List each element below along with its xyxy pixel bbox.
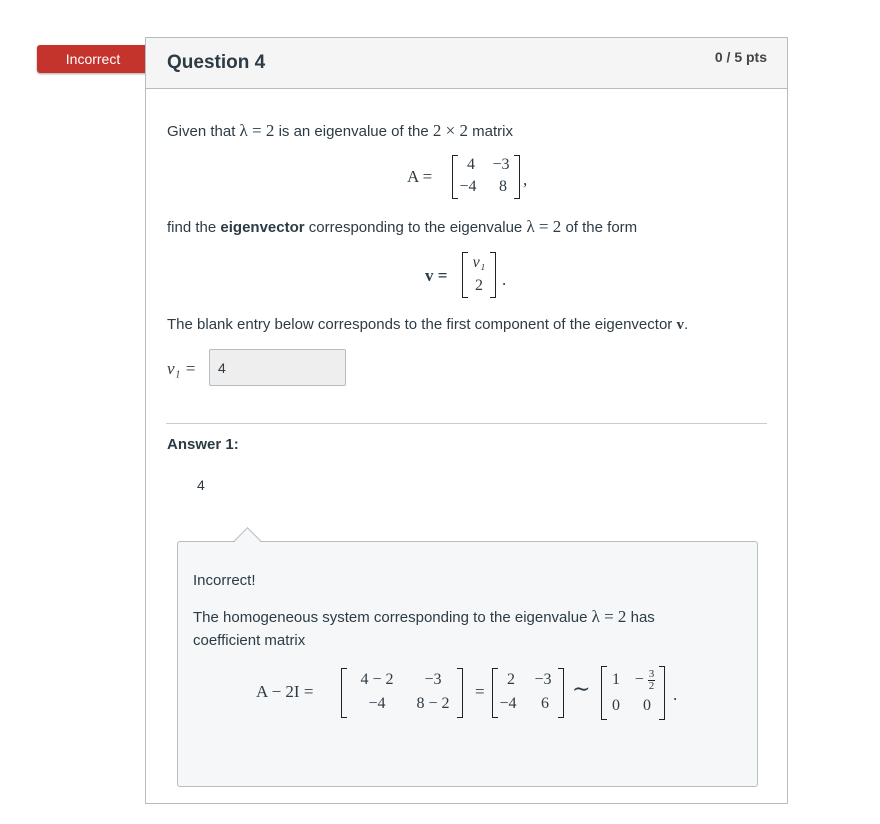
- feedback-matrix-3: [601, 666, 665, 720]
- matrix-a: [452, 155, 520, 199]
- matrix-a-cell: −4: [459, 178, 477, 195]
- feedback-period: .: [673, 685, 678, 704]
- question-header: [146, 38, 787, 89]
- vector-v-cell: 2: [475, 277, 483, 294]
- feedback-equals: =: [475, 682, 485, 701]
- matrix-a-cell: 4: [467, 156, 475, 173]
- feedback-lhs: A − 2I =: [256, 682, 314, 701]
- question-intro: Given that λ = 2 is an eigenvalue of the 2 × 2 matrix: [167, 121, 513, 140]
- matrix-cell: −4: [499, 695, 517, 712]
- matrix-cell: −3: [424, 671, 442, 688]
- vector-v-cell: v₁: [472, 254, 486, 271]
- answer-value: 4: [197, 477, 205, 493]
- matrix-cell: 0: [643, 697, 651, 714]
- feedback-matrix-2: [492, 668, 564, 718]
- matrix-cell: 6: [541, 695, 549, 712]
- incorrect-badge: Incorrect: [37, 45, 149, 73]
- matrix-a-cell: 8: [499, 178, 507, 195]
- matrix-a-cell: −3: [492, 156, 510, 173]
- matrix-cell: 4 − 2: [360, 671, 394, 688]
- v1-answer-input[interactable]: 4: [209, 349, 346, 386]
- feedback-pointer: [234, 527, 261, 554]
- matrix-cell: 0: [612, 697, 620, 714]
- matrix-cell: −3: [534, 671, 552, 688]
- vector-v: [462, 252, 496, 298]
- vector-v-label: v =: [425, 266, 448, 285]
- answer-heading: Answer 1:: [167, 436, 239, 453]
- vector-v-period: .: [502, 270, 507, 289]
- question-points: 0 / 5 pts: [714, 49, 767, 65]
- feedback-similar: ∼: [572, 676, 591, 701]
- section-divider: [166, 423, 767, 424]
- matrix-cell-fraction: − $\frac{3}{2}$: [634, 668, 655, 692]
- feedback-status: Incorrect!: [193, 572, 256, 589]
- matrix-cell: 1: [612, 671, 620, 688]
- feedback-matrix-1: [341, 668, 463, 718]
- v1-input-label: v₁ =: [167, 359, 197, 378]
- matrix-cell: −4: [368, 695, 386, 712]
- feedback-line1: The homogeneous system corresponding to the eigenvalue λ = 2 has: [193, 607, 655, 626]
- matrix-cell: 2: [507, 671, 515, 688]
- matrix-a-label: A =: [407, 167, 433, 186]
- matrix-a-comma: ,: [523, 170, 528, 189]
- question-title: Question 4: [167, 52, 266, 73]
- feedback-line2: coefficient matrix: [193, 632, 306, 649]
- blank-description: The blank entry below corresponds to the first component of the eigenvector v.: [167, 316, 689, 333]
- question-find: find the eigenvector corresponding to the eigenvalue λ = 2 of the form: [167, 217, 638, 236]
- matrix-cell: 8 − 2: [416, 695, 450, 712]
- question-card: [145, 37, 788, 804]
- feedback-box: [177, 541, 758, 787]
